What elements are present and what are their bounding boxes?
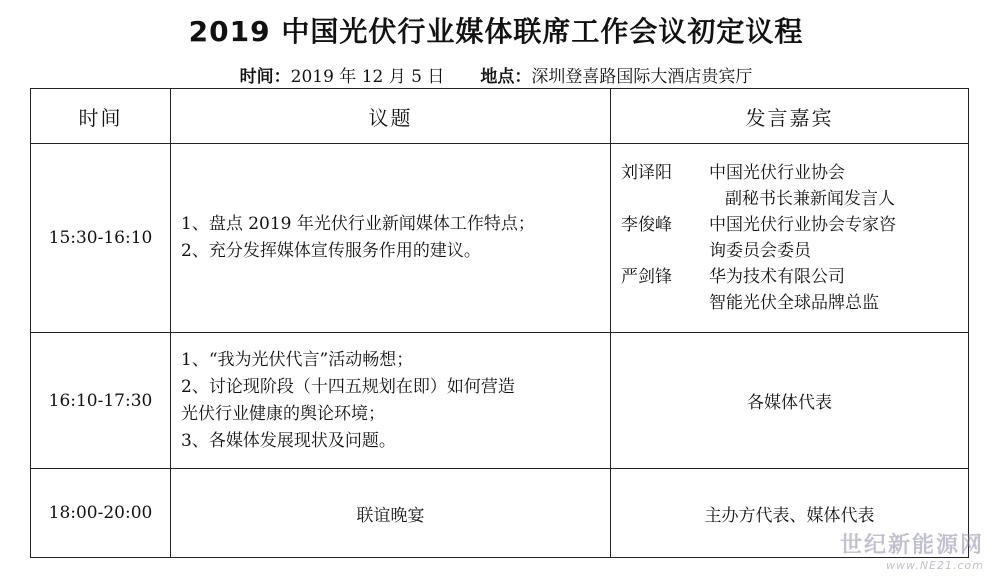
meeting-info [0, 62, 992, 87]
topic-line: 2、讨论现阶段（十四五规划在即）如何营造 [181, 376, 515, 397]
time-label: 时间： [239, 67, 291, 87]
header-topic: 议题 [171, 89, 611, 144]
place-label: 地点： [480, 67, 532, 87]
speaker-name: 刘译阳 [621, 163, 672, 183]
row-topics [171, 144, 611, 333]
time-value: 2019 年 12 月 5 日 [290, 67, 445, 87]
row-speakers [611, 144, 969, 333]
topic-line: 1、盘点 2019 年光伏行业新闻媒体工作特点； [181, 214, 535, 234]
row-topic: 联谊晚宴 [171, 469, 611, 558]
speaker-org: 中国光伏行业协会专家咨 [709, 215, 896, 235]
agenda-table [30, 88, 969, 558]
topic-line: 2、充分发挥媒体宣传服务作用的建议。 [181, 241, 481, 261]
topic-line: 3、各媒体发展现状及问题。 [181, 430, 396, 451]
speaker-name: 李俊峰 [621, 215, 672, 235]
topic-line: 光伏行业健康的舆论环境； [181, 403, 385, 424]
speaker [611, 212, 968, 264]
watermark [840, 528, 984, 572]
topic-line: 1、“我为光伏代言”活动畅想； [181, 349, 414, 370]
watermark-text: 世纪新能源网 [839, 533, 984, 558]
speaker-name: 严剑锋 [621, 267, 672, 287]
speaker-title: 副秘书长兼新闻发言人 [725, 189, 895, 209]
speaker [611, 264, 968, 316]
row-time: 15:30-16:10 [31, 144, 171, 333]
speaker-org: 华为技术有限公司 [709, 267, 845, 287]
row-topics [171, 333, 611, 469]
row-guests: 主办方代表、媒体代表 [611, 469, 969, 558]
row-guests: 各媒体代表 [611, 333, 969, 469]
table-row [31, 469, 969, 558]
header-time: 时间 [31, 89, 171, 144]
header-guests: 发言嘉宾 [611, 89, 969, 144]
table-row [31, 333, 969, 469]
place-value: 深圳登喜路国际大酒店贵宾厅 [531, 67, 753, 87]
page-title: 2019 中国光伏行业媒体联席工作会议初定议程 [188, 15, 804, 48]
speaker-org: 中国光伏行业协会 [709, 163, 845, 183]
row-time: 16:10-17:30 [31, 333, 171, 469]
row-time: 18:00-20:00 [31, 469, 171, 558]
table-row [31, 144, 969, 333]
speaker-title: 询委员会委员 [709, 241, 811, 261]
speaker [611, 160, 968, 212]
table-header-row [31, 89, 969, 144]
speaker-title: 智能光伏全球品牌总监 [709, 293, 879, 313]
watermark-url: www.NE21.com [886, 559, 984, 572]
